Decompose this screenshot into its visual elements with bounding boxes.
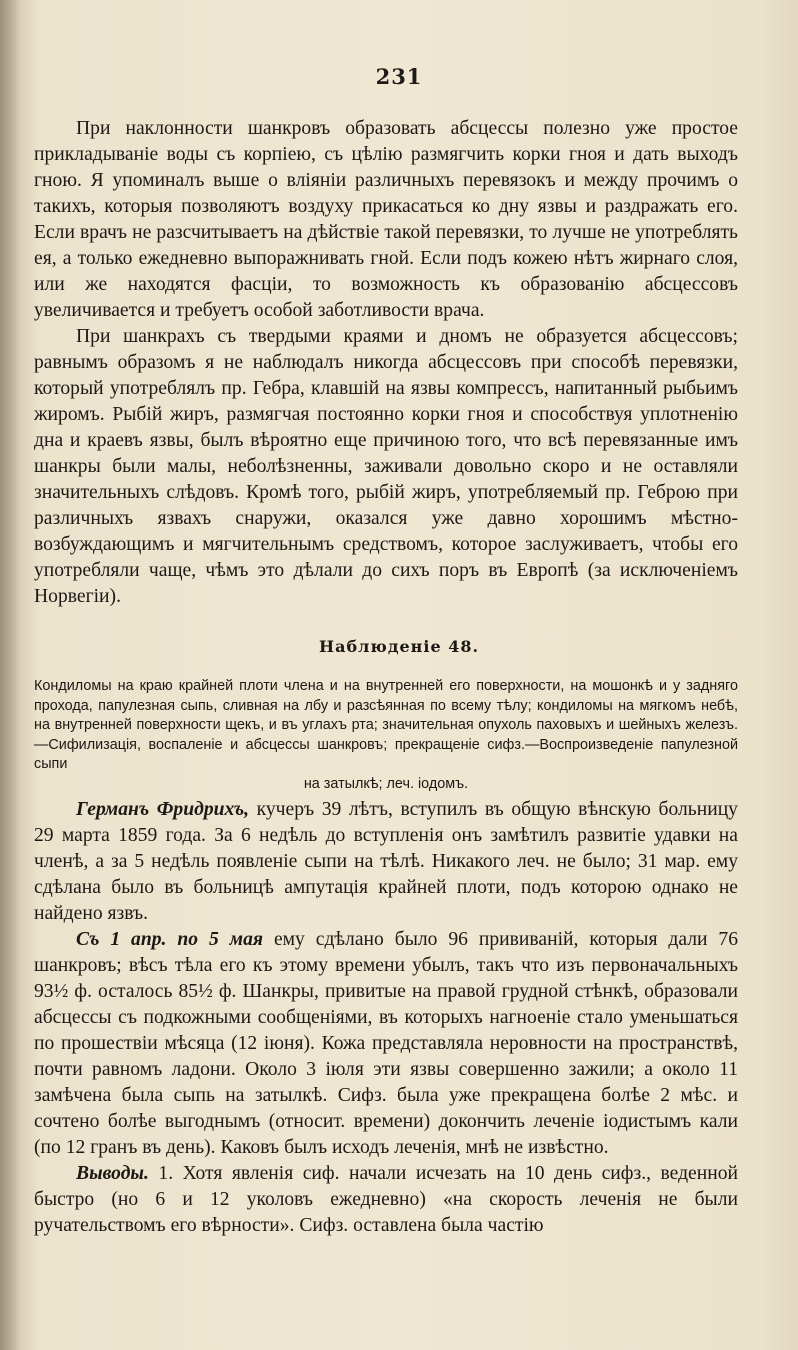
summary-main-text: Кондиломы на краю крайней плоти члена и на внутренней его поверхности, на мошонкѣ и у задняго прохода, папулезная сыпь, сливная на лбу и разсѣянная по всему тѣлу; кондиломы на мягкомъ небѣ, на внутренней поверхности щекъ, и въ углахъ рта; значительная опухоль паховыхъ и шейныхъ железъ.—Сифилизація, воспаленіе и абсцессы шанкровъ; прекращеніе сифз.—Воспроизведеніе папулезной сыпи bbox=[34, 678, 738, 772]
observation-summary bbox=[34, 677, 738, 794]
page-number: 231 bbox=[375, 64, 423, 89]
paragraph-conclusions bbox=[34, 1161, 738, 1239]
conclusions-label: Выводы. bbox=[76, 1163, 149, 1184]
summary-last-line: на затылкѣ; леч. іодомъ. bbox=[303, 775, 469, 792]
inoculation-text: ему сдѣлано было 96 прививаній, которыя дали 76 шанкровъ; вѣсъ тѣла его къ этому времени убылъ, такъ что изъ первоначальныхъ 93½ ф. осталось 85½ ф. Шанкры, привитые на правой грудной стѣнкѣ, образовали абсцессы съ подкожными сообщеніями, въ которыхъ нагноеніе стало уменьшаться по прошествіи мѣсяца (12 іюня). Кожа представляла неровности на пространствѣ, почти равномъ ладони. Около 3 іюля эти язвы совершенно зажили; а около 11 замѣчена была сыпь на затылкѣ. Сифз. была уже прекращена болѣе 2 мѣс. и сочтено болѣе выгоднымъ (относит. времени) докончить леченіе іодистымъ кали (по 12 гранъ въ день). Каковъ былъ исходъ леченія, мнѣ не извѣстно. bbox=[34, 929, 739, 1158]
binding-shadow bbox=[0, 0, 22, 1350]
case-description bbox=[34, 797, 738, 1239]
section-abscess-treatment bbox=[34, 116, 738, 610]
paragraph-patient-intro bbox=[34, 797, 738, 927]
observation-heading: Наблюденіе 48. bbox=[318, 637, 480, 656]
patient-name: Германъ Фридрихъ, bbox=[76, 799, 250, 820]
paragraph-hard-chancres: При шанкрахъ съ твердыми краями и дномъ не образуется абсцессовъ; равнымъ образомъ я не наблюдалъ никогда абсцессовъ при способѣ перевязки, который употреблялъ пр. Гебра, клавшій на язвы компрессъ, напитанный рыбьимъ жиромъ. Рыбій жиръ, размягчая постоянно корки гноя и способствуя уплотненію дна и краевъ язвы, былъ вѣроятно еще причиною того, что всѣ перевязанные имъ шанкры были малы, неболѣзненны, заживали довольно скоро и не оставляли значительныхъ слѣдовъ. Кромѣ того, рыбій жиръ, употребляемый пр. Геброю при различныхъ язвахъ снаружи, оказался уже давно хорошимъ мѣстно-возбуждающимъ и мягчительнымъ средствомъ, которое заслуживаетъ, чтобы его употребляли чаще, чѣмъ это дѣлали до сихъ поръ въ Европѣ (за исключеніемъ Норвегіи). bbox=[34, 326, 738, 607]
paragraph-inoculations bbox=[34, 927, 738, 1161]
patient-intro-text: кучеръ 39 лѣтъ, вступилъ въ общую вѣнскую больницу 29 марта 1859 года. За 6 недѣль до вступленія онъ замѣтилъ развитіе удавки на членѣ, а за 5 недѣль появленіе сыпи на тѣлѣ. Никакого леч. не было; 31 мар. ему сдѣлана было въ больницѣ ампутація крайней плоти, подъ которою однако не найдено язвъ. bbox=[34, 799, 738, 924]
conclusions-text: 1. Хотя явленія сиф. начали исчезать на 10 день сифз., веденной быстро (но 6 и 12 уколовъ ежедневно) «на скорость леченія не были ручательствомъ его вѣрности». Сифз. оставлена была частію bbox=[34, 1163, 738, 1236]
paragraph-abscess: При наклонности шанкровъ образовать абсцессы полезно уже простое прикладываніе воды съ корпіею, съ цѣлію размягчить корки гноя и дать выходъ гною. Я упоминалъ выше о вліяніи различныхъ перевязокъ и между прочимъ о такихъ, которыя позволяютъ воздуху прикасаться ко дну язвы и раздражать его. Если врачъ не разсчитываетъ на дѣйствіе такой перевязки, то лучше не употреблять ея, а только ежедневно выпоражнивать гной. Если подъ кожею нѣтъ жирнаго слоя, или же находятся фасціи, то возможность къ образованію абсцессовъ увеличивается и требуетъ особой заботливости врача. bbox=[34, 118, 738, 321]
inoculation-dates: Съ 1 апр. по 5 мая bbox=[76, 929, 264, 950]
